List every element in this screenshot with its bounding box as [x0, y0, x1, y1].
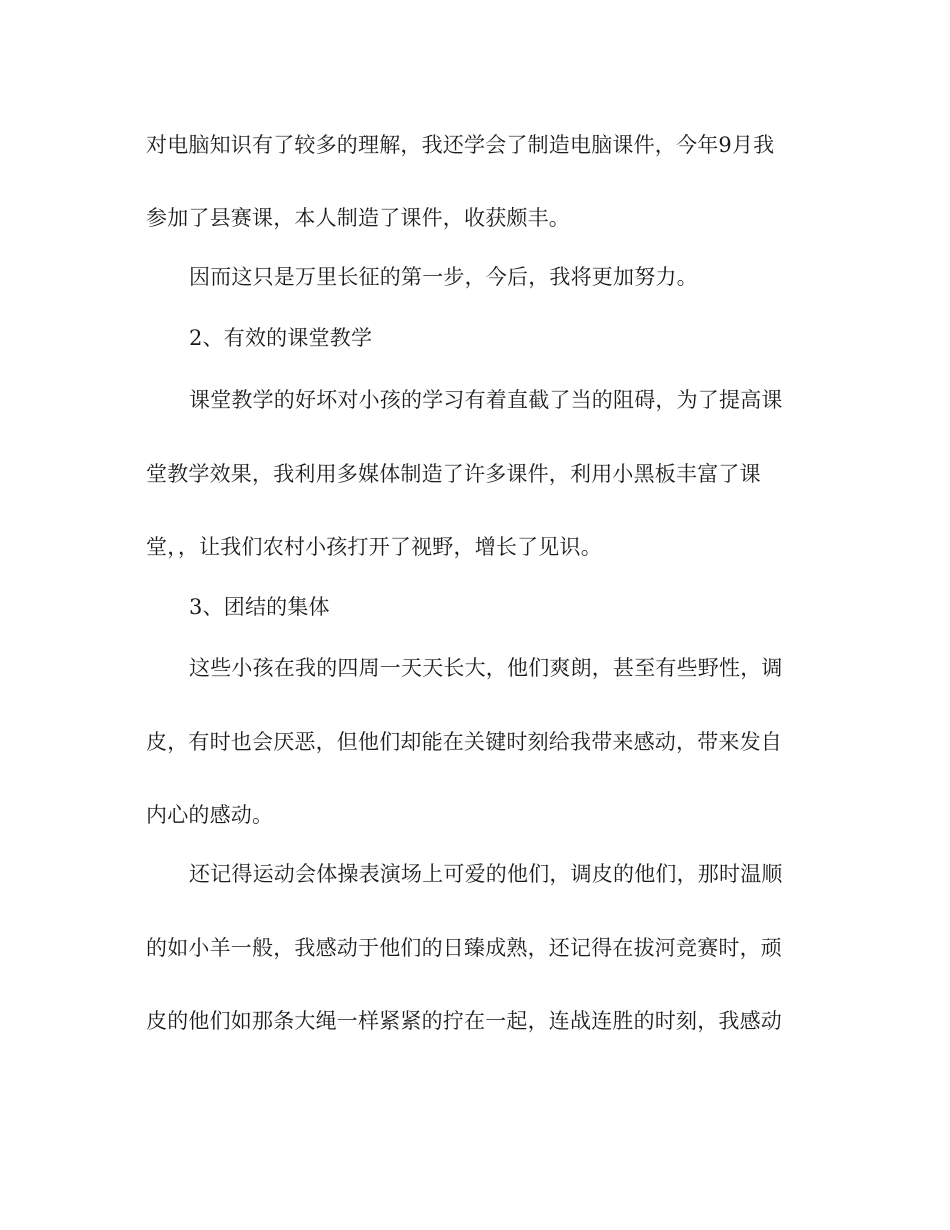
text-line: 堂，，让我们农村小孩打开了视野，增长了见识。	[146, 535, 602, 559]
text-line: 皮的他们如那条大绳一样紧紧的拧在一起，连战连胜的时刻，我感动	[146, 1009, 782, 1033]
text-line: 堂教学效果，我利用多媒体制造了许多课件，利用小黑板丰富了课	[146, 462, 761, 486]
paragraph-line: 还记得运动会体操表演场上可爱的他们，调皮的他们，那时温顺	[189, 862, 783, 886]
text-line: 的如小羊一般，我感动于他们的日臻成熟，还记得在拔河竞赛时，顽	[146, 936, 782, 960]
text-line: 参加了县赛课，本人制造了课件，收获颇丰。	[146, 206, 570, 230]
text-line: 内心的感动。	[146, 803, 274, 827]
section-heading: 2、有效的课堂教学	[189, 326, 373, 350]
paragraph-line: 因而这只是万里长征的第一步，今后，我将更加努力。	[189, 265, 698, 289]
section-heading: 3、团结的集体	[189, 595, 330, 619]
paragraph-line: 课堂教学的好坏对小孩的学习有着直截了当的阻碍，为了提高课	[189, 388, 783, 412]
text-line: 对电脑知识有了较多的理解，我还学会了制造电脑课件，今年9月我	[146, 133, 775, 157]
paragraph-line: 这些小孩在我的四周一天天长大，他们爽朗，甚至有些野性，调	[189, 656, 783, 680]
text-line: 皮，有时也会厌恶，但他们却能在关键时刻给我带来感动，带来发自	[146, 730, 782, 754]
